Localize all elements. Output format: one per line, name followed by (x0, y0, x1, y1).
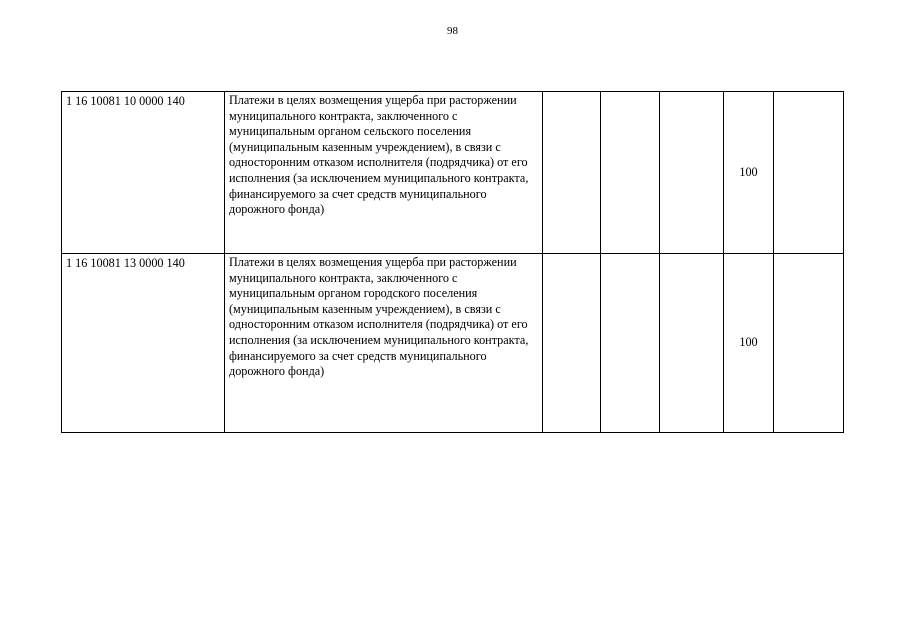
table-row (62, 92, 844, 254)
percent-cell: 100 (724, 92, 774, 254)
value-cell-3 (543, 92, 601, 254)
description-cell: Платежи в целях возмещения ущерба при расторжении муниципального контракта, заключенного с муниципальным органом городского поселения (муниципальным казенным учреждением), в связи с односторонним отказом исполнителя (подрядчика) от его исполнения (за исключением муниципального контракта, финансируемого за счет средств муниципального дорожного фонда) (225, 254, 543, 433)
page-number: 98 (447, 25, 458, 37)
percent-cell: 100 (724, 254, 774, 433)
value-cell-7 (774, 92, 844, 254)
description-cell: Платежи в целях возмещения ущерба при расторжении муниципального контракта, заключенного с муниципальным органом сельского поселения (муниципальным казенным учреждением), в связи с односторонним отказом исполнителя (подрядчика) от его исполнения (за исключением муниципального контракта, финансируемого за счет средств муниципального дорожного фонда) (225, 92, 543, 254)
value-cell-4 (601, 92, 660, 254)
value-cell-7 (774, 254, 844, 433)
value-cell-5 (660, 254, 724, 433)
budget-classification-table (61, 91, 844, 433)
value-cell-3 (543, 254, 601, 433)
revenue-code-cell: 1 16 10081 13 0000 140 (62, 254, 225, 433)
revenue-code-cell: 1 16 10081 10 0000 140 (62, 92, 225, 254)
value-cell-4 (601, 254, 660, 433)
value-cell-5 (660, 92, 724, 254)
table-row (62, 254, 844, 433)
